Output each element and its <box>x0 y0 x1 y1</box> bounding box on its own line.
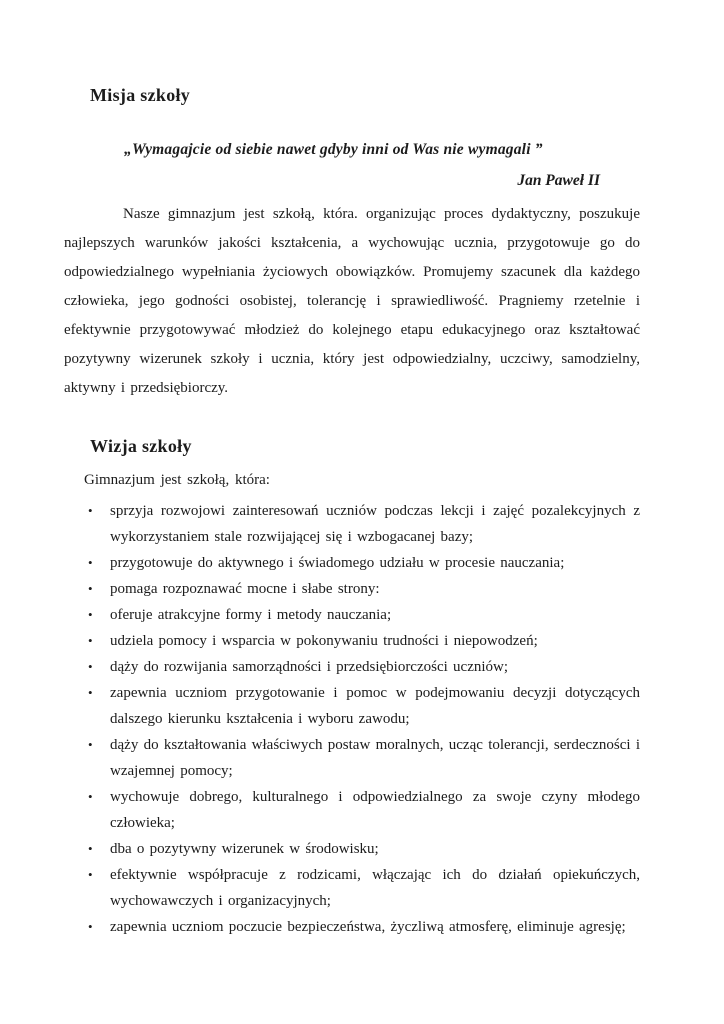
list-item-text: dąży do rozwijania samorządności i przedsiębiorczości uczniów; <box>110 659 509 675</box>
list-item <box>64 732 640 784</box>
list-item <box>64 862 640 914</box>
list-item-text: przygotowuje do aktywnego i świadomego udziału w procesie nauczania; <box>110 555 565 571</box>
list-item-text: sprzyja rozwojowi zainteresowań uczniów podczas lekcji i zajęć pozalekcyjnych z wykorzystaniem stale rozwijającej się i wzbogacanej bazy; <box>110 503 640 545</box>
list-item-text: wychowuje dobrego, kulturalnego i odpowiedzialnego za swoje czyny młodego człowieka; <box>110 789 640 831</box>
list-item <box>64 836 640 862</box>
bullet-icon: • <box>88 659 93 674</box>
list-item <box>64 784 640 836</box>
bullet-icon: • <box>88 581 93 596</box>
list-item-text: zapewnia uczniom poczucie bezpieczeństwa, życzliwą atmosferę, eliminuje agresję; <box>110 919 626 935</box>
bullet-icon: • <box>88 737 93 752</box>
bullet-icon: • <box>88 789 93 804</box>
list-item <box>64 498 640 550</box>
quote-attribution: Jan Paweł II <box>517 172 600 189</box>
bullet-icon: • <box>88 555 93 570</box>
bullet-icon: • <box>88 633 93 648</box>
vision-intro: Gimnazjum jest szkołą, która: <box>84 472 270 488</box>
bullet-icon: • <box>88 919 93 934</box>
list-item-text: dąży do kształtowania właściwych postaw moralnych, ucząc tolerancji, serdeczności i wzajemnej pomocy; <box>110 737 640 779</box>
list-item <box>64 550 640 576</box>
list-item <box>64 602 640 628</box>
list-item <box>64 576 640 602</box>
bullet-icon: • <box>88 841 93 856</box>
list-item-text: oferuje atrakcyjne formy i metody nauczania; <box>110 607 392 623</box>
vision-list <box>64 498 640 940</box>
list-item <box>64 914 640 940</box>
list-item <box>64 654 640 680</box>
list-item-text: pomaga rozpoznawać mocne i słabe strony: <box>110 581 380 597</box>
list-item-text: efektywnie współpracuje z rodzicami, włączając ich do działań opiekuńczych, wychowawczych i organizacyjnych; <box>110 867 640 909</box>
list-item <box>64 680 640 732</box>
list-item-text: dba o pozytywny wizerunek w środowisku; <box>110 841 379 857</box>
list-item-text: zapewnia uczniom przygotowanie i pomoc w podejmowaniu decyzji dotyczących dalszego kierunku kształcenia i wyboru zawodu; <box>110 685 640 727</box>
vision-heading: Wizja szkoły <box>90 436 192 456</box>
list-item-text: udziela pomocy i wsparcia w pokonywaniu trudności i niepowodzeń; <box>110 633 538 649</box>
mission-paragraph: Nasze gimnazjum jest szkołą, która. organizując proces dydaktyczny, poszukuje najlepszych warunków jakości kształcenia, a wychowując ucznia, przygotowuje go do odpowiedzialnego wypełniania życiowych obowiązków. Promujemy szacunek dla każdego człowieka, jego godności osobistej, tolerancję i sprawiedliwość. Pragniemy rzetelnie i efektywnie przygotowywać młodzież do kolejnego etapu edukacyjnego oraz kształtować pozytywny wizerunek szkoły i ucznia, który jest odpowiedzialny, uczciwy, samodzielny, aktywny i przedsiębiorczy. <box>64 206 640 396</box>
bullet-icon: • <box>88 607 93 622</box>
bullet-icon: • <box>88 503 93 518</box>
mission-quote: „Wymagajcie od siebie nawet gdyby inni od Was nie wymagali ” <box>124 141 543 158</box>
list-item <box>64 628 640 654</box>
mission-heading: Misja szkoły <box>90 85 191 105</box>
bullet-icon: • <box>88 685 93 700</box>
bullet-icon: • <box>88 867 93 882</box>
